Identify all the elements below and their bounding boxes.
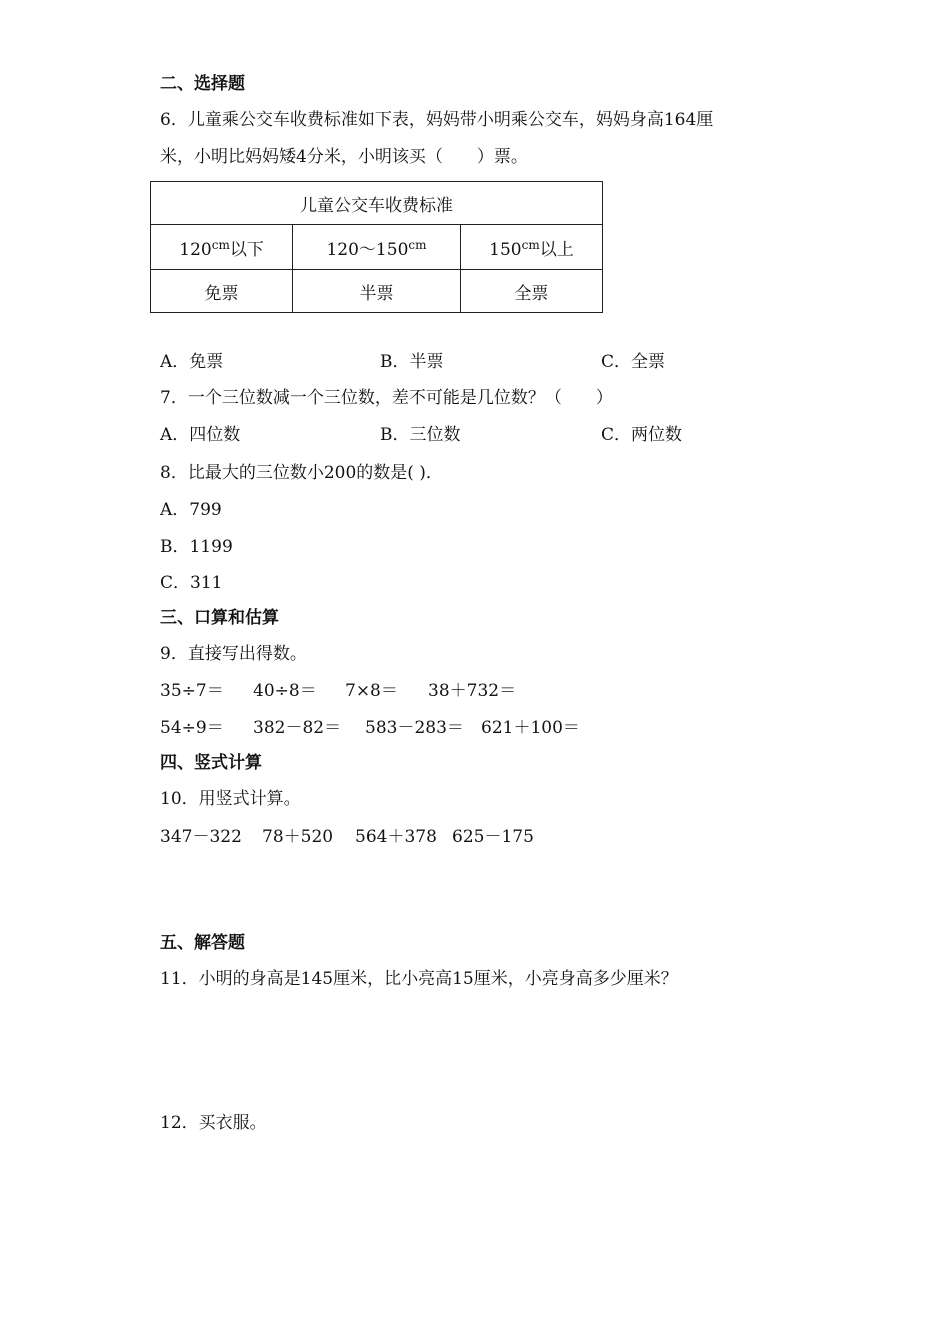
q9-item: 583－283＝	[365, 718, 464, 738]
q9-item: 35÷7＝	[160, 681, 224, 701]
section-heading-choice: 二、选择题	[160, 74, 245, 94]
q9-item: 38＋732＝	[428, 681, 517, 701]
question-11-text: 11．小明的身高是145厘米，比小亮高15厘米，小亮身高多少厘米？	[160, 969, 678, 989]
q6-option-a[interactable]: A．免票	[160, 352, 224, 372]
question-6-line1: 6．儿童乘公交车收费标准如下表，妈妈带小明乘公交车，妈妈身高164厘	[160, 110, 714, 130]
section-heading-vertical-calc: 四、竖式计算	[160, 753, 262, 773]
q10-item: 625－175	[452, 827, 534, 847]
q7-option-a[interactable]: A．四位数	[160, 425, 241, 445]
table-value-cell: 免票	[151, 270, 293, 313]
table-header-cell: $150^{cm}$以上	[460, 225, 602, 270]
section-heading-answers: 五、解答题	[160, 933, 245, 953]
question-12-text: 12．买衣服。	[160, 1113, 267, 1133]
q8-option-b[interactable]: B．1199	[160, 537, 233, 557]
q9-item: 54÷9＝	[160, 718, 224, 738]
question-7-text: 7．一个三位数减一个三位数，差不可能是几位数？（ ）	[160, 388, 613, 408]
q8-option-c[interactable]: C．311	[160, 573, 223, 593]
q7-option-c[interactable]: C．两位数	[601, 425, 683, 445]
q6-option-c[interactable]: C．全票	[601, 352, 666, 372]
q6-option-b[interactable]: B．半票	[380, 352, 444, 372]
table-value-cell: 半票	[293, 270, 461, 313]
question-10-text: 10．用竖式计算。	[160, 789, 301, 809]
question-6-line2: 米，小明比妈妈矮4分米，小明该买（ ）票。	[160, 147, 528, 167]
table-value-cell: 全票	[460, 270, 602, 313]
q9-item: 621＋100＝	[481, 718, 580, 738]
q8-option-a[interactable]: A．799	[160, 500, 222, 520]
q7-option-b[interactable]: B．三位数	[380, 425, 461, 445]
question-8-text: 8．比最大的三位数小200的数是( )．	[160, 463, 443, 483]
table-header-cell: $120^{cm}$以下	[151, 225, 293, 270]
q10-item: 78＋520	[262, 827, 334, 847]
q10-item: 347－322	[160, 827, 242, 847]
fee-standard-table	[150, 181, 603, 313]
question-9-text: 9．直接写出得数。	[160, 644, 307, 664]
section-heading-mental-math: 三、口算和估算	[160, 608, 279, 628]
table-title: 儿童公交车收费标准	[151, 182, 603, 225]
q9-item: 7×8＝	[345, 681, 398, 701]
q10-item: 564＋378	[355, 827, 437, 847]
q9-item: 382－82＝	[253, 718, 342, 738]
q9-item: 40÷8＝	[253, 681, 317, 701]
table-header-cell: $120\sim 150^{cm}$	[293, 225, 461, 270]
